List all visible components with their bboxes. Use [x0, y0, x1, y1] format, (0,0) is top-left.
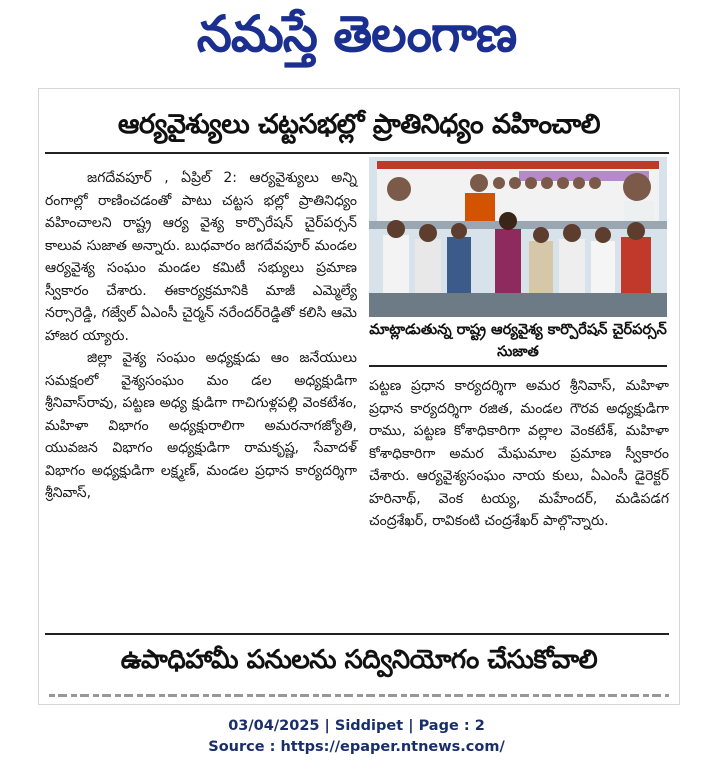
headline-rule — [45, 152, 669, 154]
photo-caption: మాట్లాడుతున్న రాష్ట్ర ఆర్యవైశ్య కార్పొరేషన్ చైర్‌పర్సన్ సుజాత — [369, 319, 667, 367]
article-photo — [369, 157, 667, 317]
article-headline: ఆర్యవైశ్యులు చట్టసభల్లో ప్రాతినిధ్యం వహించాలి — [117, 109, 601, 140]
masthead-title: నమస్తే తెలంగాణ — [196, 5, 517, 63]
page-footer — [0, 716, 713, 758]
newspaper-clipping — [38, 88, 680, 705]
truncated-text-line — [49, 689, 669, 699]
article-paragraph: పట్టణ ప్రధాన కార్యదర్శిగా అమర శ్రీనివాస్, మహిళా ప్రధాన కార్యదర్శిగా రజిత, మండల గౌరవ అధ్యక్షుడిగా రాము, పట్టణ కోశాధికారిగా వల్లాల వెంకటేశ్, మహిళా కోశాధికారిగా అమర మేఘమాల ప్రమాణ స్వీకారం చేశారు. ఆర్యవైశ్యసంఘం నాయ కులు, ఏఎంసీ డైరెక్టర్ హరినాథ్, వెంక టయ్య, మహేందర్, మడిపడగ చంద్రశేఖర్, రావికంటి చంద్రశేఖర్ పాల్గొన్నారు. — [369, 378, 669, 529]
article-right-column — [369, 375, 669, 533]
footer-source: Source : https://epaper.ntnews.com/ — [208, 739, 505, 755]
masthead — [0, 0, 713, 72]
article-paragraph: జిల్లా వైశ్య సంఘం అధ్యక్షుడు ఆం జనేయులు సమక్షంలో వైశ్యసంఘం మం డల అధ్యక్షుడిగా శ్రీనివాస్‌రావు, పట్టణ అధ్య క్షుడిగా గాచిగుళ్లపల్లి వెంకటేశం, మహిళా విభాగం అధ్యక్షురాలిగా అమరనాగజ్యోతి, యువజన విభాగం అధ్యక్షుడిగా రామకృష్ణ, సేవాదళ్ విభాగం అధ్యక్షుడిగా లక్ష్మణ్, మండల ప్రధాన కార్యదర్శిగా శ్రీనివాస్, — [45, 350, 357, 501]
section-rule — [45, 633, 669, 635]
article-paragraph: జగదేవపూర్ , ఏప్రిల్ 2: ఆర్యవైశ్యులు అన్ని రంగాల్లో రాణించడంతో పాటు చట్టస భల్లో ప్రాతినిధ్యం వహించాలని రాష్ట్ర ఆర్య వైశ్య కార్పొరేషన్ చైర్‌పర్సన్ కాలువ సుజాత అన్నారు. బుధవారం జగదేవపూర్ మండల ఆర్యవైశ్య సంఘం మండల కమిటీ సభ్యులు ప్రమాణ స్వీకారం చేశారు. ఈకార్యక్రమానికి మాజీ ఎమ్మెల్యే నర్సారెడ్డి, గజ్వేల్ ఏఎంసీ చైర్మన్ నరేందర్‌రెడ్డితో కలిసి ఆమె హాజర య్యారు. — [45, 170, 357, 344]
footer-date-edition: 03/04/2025 | Siddipet | Page : 2 — [228, 718, 485, 734]
second-article-headline: ఉపాధిహామీ పనులను సద్వినియోగం చేసుకోవాలి — [120, 645, 598, 675]
article-left-column — [45, 167, 357, 505]
